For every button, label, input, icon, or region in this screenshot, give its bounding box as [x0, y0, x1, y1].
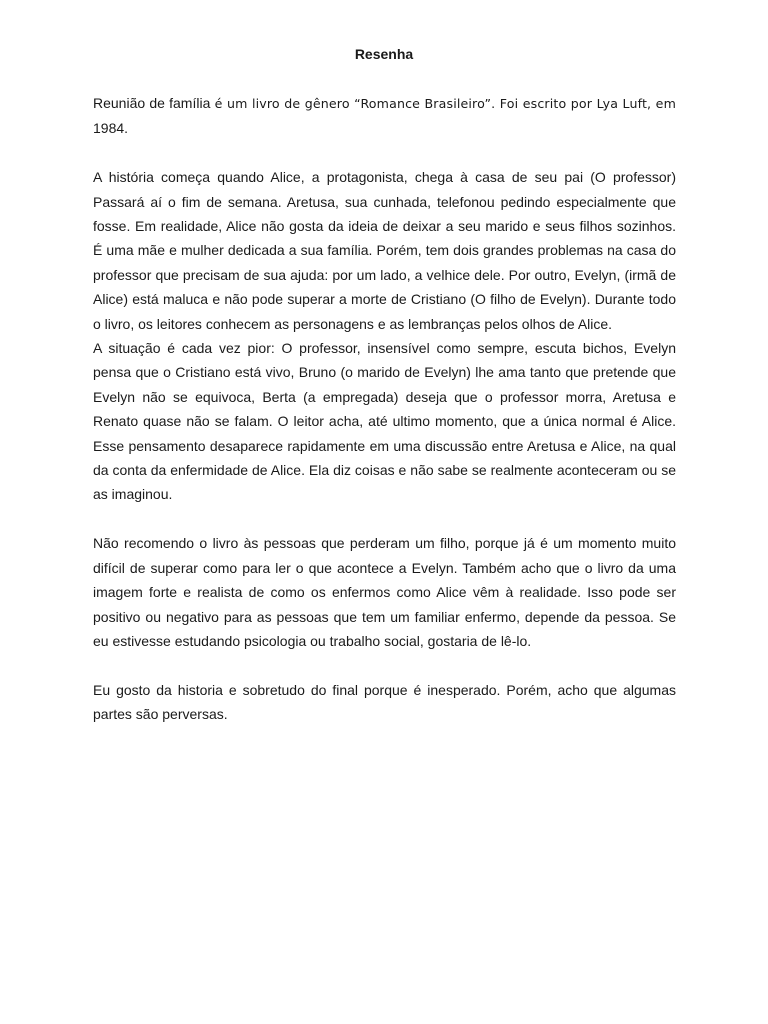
intro-paragraph [93, 91, 676, 141]
paragraph-gap [93, 653, 676, 677]
document-title: Resenha [354, 46, 414, 62]
paragraph-conclusion: Eu gosto da historia e sobretudo do final porque é inesperado. Porém, acho que algumas partes são perversas. [93, 681, 676, 723]
paragraph-gap [93, 507, 676, 531]
paragraph-story-start: A história começa quando Alice, a protagonista, chega à casa de seu pai (O professor) Passará aí o fim de semana. Aretusa, sua cunhada, telefonou pedindo especialmente que fosse. Em realidade, Alice não gosta da ideia de deixar a seu marido e seus filhos sozinhos. É uma mãe e mulher dedicada a sua família. Porém, tem dois grandes problemas na casa do professor que precisam de sua ajuda: por um lado, a velhice dele. Por outro, Evelyn, (irmã de Alice) está maluca e não pode superar a morte de Cristiano (O filho de Evelyn). Durante todo o livro, os leitores conhecem as personagens e as lembranças pelos olhos de Alice. [93, 169, 676, 332]
intro-description: é um livro de gênero “Romance Brasileiro”. Foi escrito por Lya Luft, em [214, 96, 676, 111]
intro-year: 1984. [93, 120, 129, 137]
paragraph-situation: A situação é cada vez pior: O professor, insensível como sempre, escuta bichos, Evelyn pensa que o Cristiano está vivo, Bruno (o marido de Evelyn) lhe ama tanto que pretende que Evelyn não se equivoca, Berta (a empregada) deseja que o professor morra, Aretusa e Renato quase não se falam. O leitor acha, até ultimo momento, que a única normal é Alice. Esse pensamento desaparece rapidamente em uma discussão entre Aretusa e Alice, na qual da conta da enfermidade de Alice. Ela diz coisas e não sabe se realmente aconteceram ou se as imaginou. [93, 340, 676, 503]
paragraph-gap [93, 141, 676, 165]
document-body [93, 91, 676, 727]
paragraph-recommendation: Não recomendo o livro às pessoas que perderam um filho, porque já é um momento muito difícil de superar como para ler o que acontece a Evelyn. Também acho que o livro da uma imagem forte e realista de como os enfermos como Alice vêm à realidade. Isso pode ser positivo ou negativo para as pessoas que tem um familiar enfermo, depende da pessoa. Se eu estivesse estudando psicologia ou trabalho social, gostaria de lê-lo. [93, 535, 676, 649]
intro-book-title: Reunião de família [93, 95, 215, 111]
